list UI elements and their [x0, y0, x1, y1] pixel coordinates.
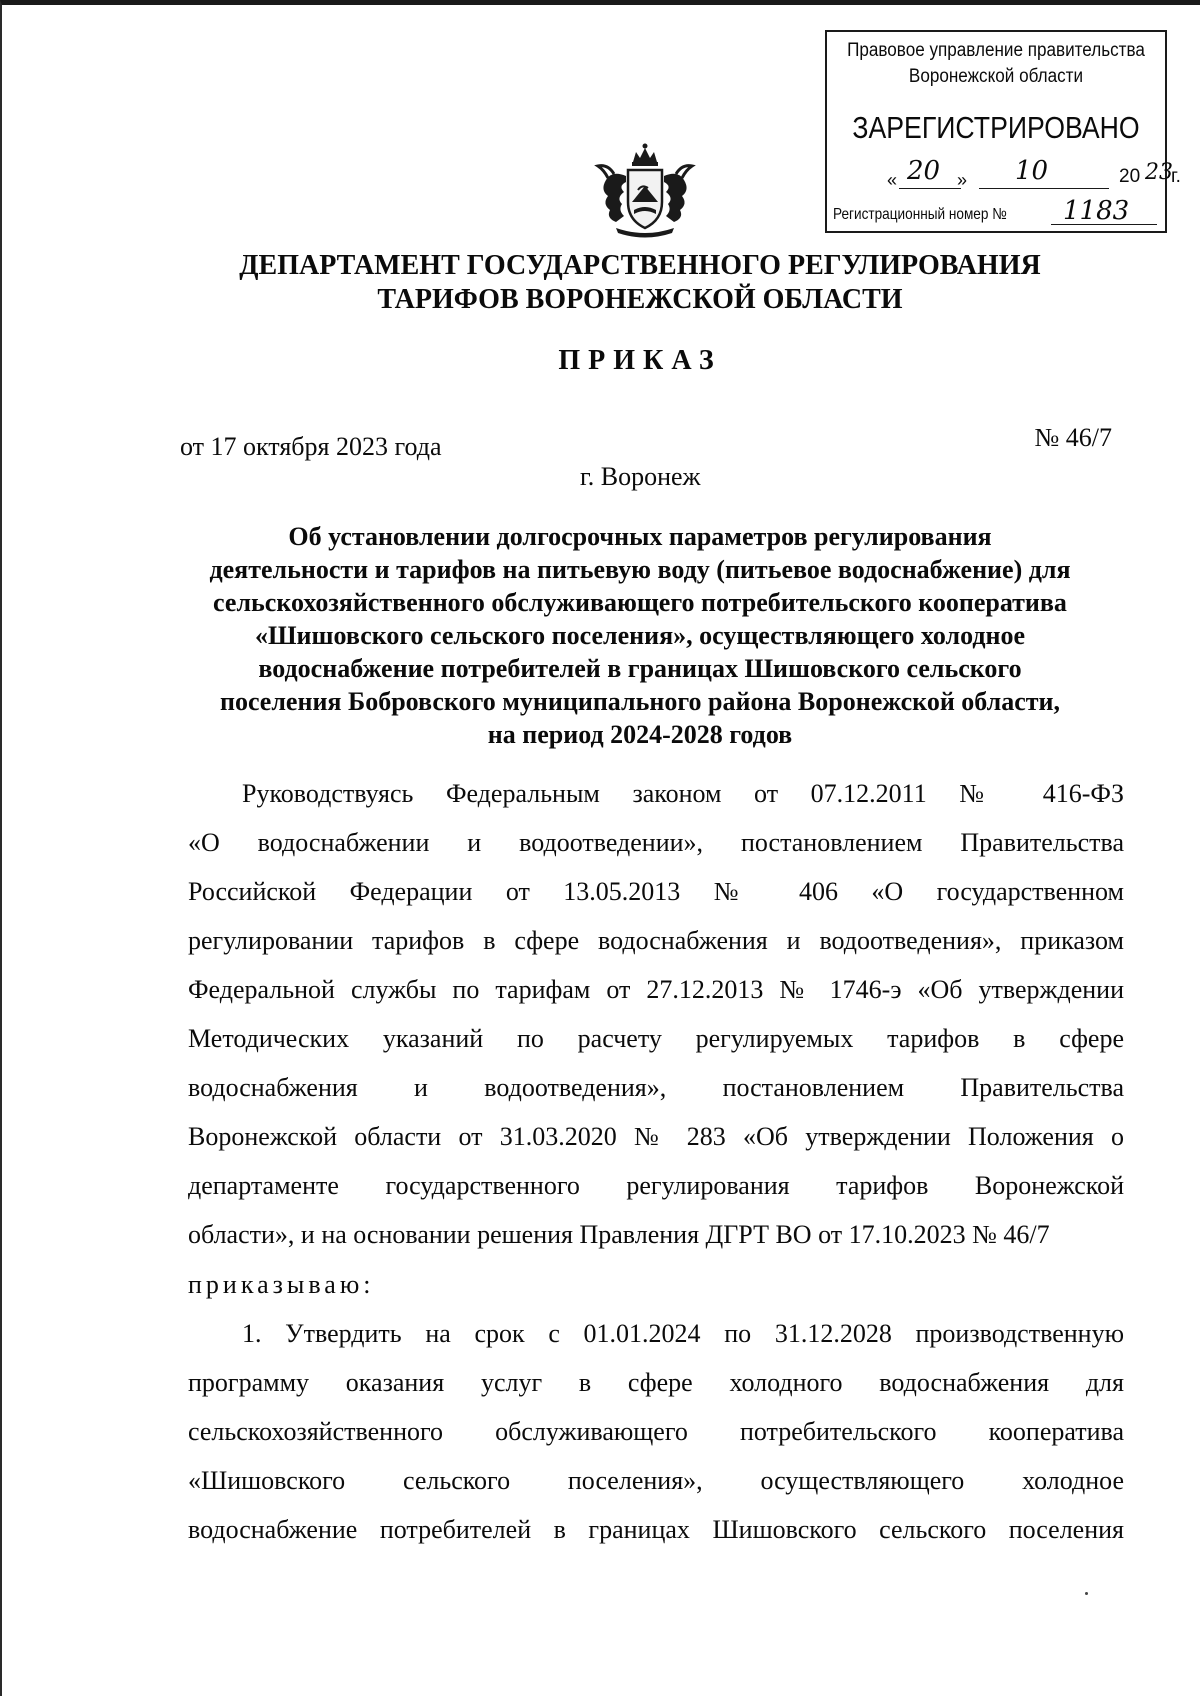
registration-stamp: [825, 30, 1181, 233]
subject-line: деятельности и тарифов на питьевую воду (питьевое водоснабжение) для: [209, 555, 1071, 584]
preamble-line: регулировании тарифов в сфере водоснабжения и водоотведения», приказом: [188, 926, 1124, 955]
order-subject: [150, 520, 1130, 751]
preamble-line: Федеральной службы по тарифам от 27.12.2013 № 1746-э «Об утверждении: [188, 975, 1124, 1004]
clause-1: [188, 1309, 1124, 1554]
stamp-month-underline: [979, 188, 1109, 189]
subject-line: водоснабжение потребителей в границах Шишовского сельского: [258, 654, 1022, 683]
preamble-line: Воронежской области от 31.03.2020 № 283 «Об утверждении Положения о: [188, 1122, 1124, 1151]
stamp-authority: [844, 38, 1148, 90]
stamp-date-open-quote: «: [887, 170, 898, 190]
order-date: от 17 октября 2023 года: [180, 432, 442, 461]
clause-1-line: программу оказания услуг в сфере холодного водоснабжения для: [188, 1368, 1124, 1397]
preamble-line: Методических указаний по расчету регулируемых тарифов в сфере: [188, 1024, 1124, 1053]
clause-1-line: водоснабжение потребителей в границах Шишовского сельского поселения: [188, 1515, 1124, 1544]
preamble-paragraph: [188, 769, 1124, 1259]
preamble-line: «О водоснабжении и водоотведении», постановлением Правительства: [188, 828, 1124, 857]
stamp-authority-line: Воронежской области: [908, 66, 1084, 87]
preamble-line: Российской Федерации от 13.05.2013 № 406 «О государственном: [188, 877, 1124, 906]
order-title: ПРИКАЗ: [558, 345, 722, 376]
scan-speck: [1085, 1592, 1088, 1595]
order-number: № 46/7: [1034, 423, 1112, 452]
stamp-reg-number: 1183: [1063, 196, 1130, 226]
subject-line: сельскохозяйственного обслуживающего потребительского кооператива: [213, 588, 1067, 617]
preamble-line: области», и на основании решения Правления ДГРТ ВО от 17.10.2023 № 46/7: [188, 1220, 1050, 1249]
preamble-line: водоснабжения и водоотведения», постановлением Правительства: [188, 1073, 1124, 1102]
stamp-reg-label: Регистрационный номер №: [833, 206, 1007, 223]
subject-line: поселения Бобровского муниципального района Воронежской области,: [219, 687, 1061, 716]
order-city: г. Воронеж: [580, 462, 701, 491]
stamp-date-year-prefix: 20: [1119, 166, 1141, 187]
order-verb-text: приказываю:: [188, 1270, 375, 1299]
stamp-date-close-quote: »: [957, 170, 968, 190]
preamble-line: Руководствуясь Федеральным законом от 07.12.2011 № 416-ФЗ: [242, 779, 1124, 808]
subject-line: «Шишовского сельского поселения», осуществляющего холодное: [255, 621, 1025, 650]
department-name-line: ДЕПАРТАМЕНТ ГОСУДАРСТВЕННОГО РЕГУЛИРОВАНИЯ: [239, 250, 1041, 281]
stamp-date-month: 10: [1015, 156, 1049, 186]
department-name-line: ТАРИФОВ ВОРОНЕЖСКОЙ ОБЛАСТИ: [377, 284, 903, 315]
order-verb: [188, 1260, 1124, 1309]
stamp-registered: ЗАРЕГИСТРИРОВАНО: [852, 110, 1140, 145]
stamp-date: [867, 156, 1181, 196]
stamp-date-day: 20: [907, 156, 941, 186]
stamp-authority-line: Правовое управление правительства: [847, 40, 1145, 61]
preamble-line: департаменте государственного регулирования тарифов Воронежской: [188, 1171, 1124, 1200]
stamp-registration-number: [833, 196, 1159, 228]
clause-1-line: 1. Утвердить на срок с 01.01.2024 по 31.12.2028 производственную: [242, 1319, 1124, 1348]
subject-line: Об установлении долгосрочных параметров регулирования: [288, 522, 992, 551]
clause-1-line: «Шишовского сельского поселения», осуществляющего холодное: [188, 1466, 1124, 1495]
stamp-date-year-suffix: г.: [1171, 166, 1181, 187]
voronezh-coat-of-arms-icon: [590, 140, 700, 240]
subject-line: на период 2024-2028 годов: [487, 720, 793, 749]
clause-1-line: сельскохозяйственного обслуживающего потребительского кооператива: [188, 1417, 1124, 1446]
stamp-day-underline: [899, 188, 961, 189]
stamp-date-year: 23: [1145, 160, 1173, 185]
